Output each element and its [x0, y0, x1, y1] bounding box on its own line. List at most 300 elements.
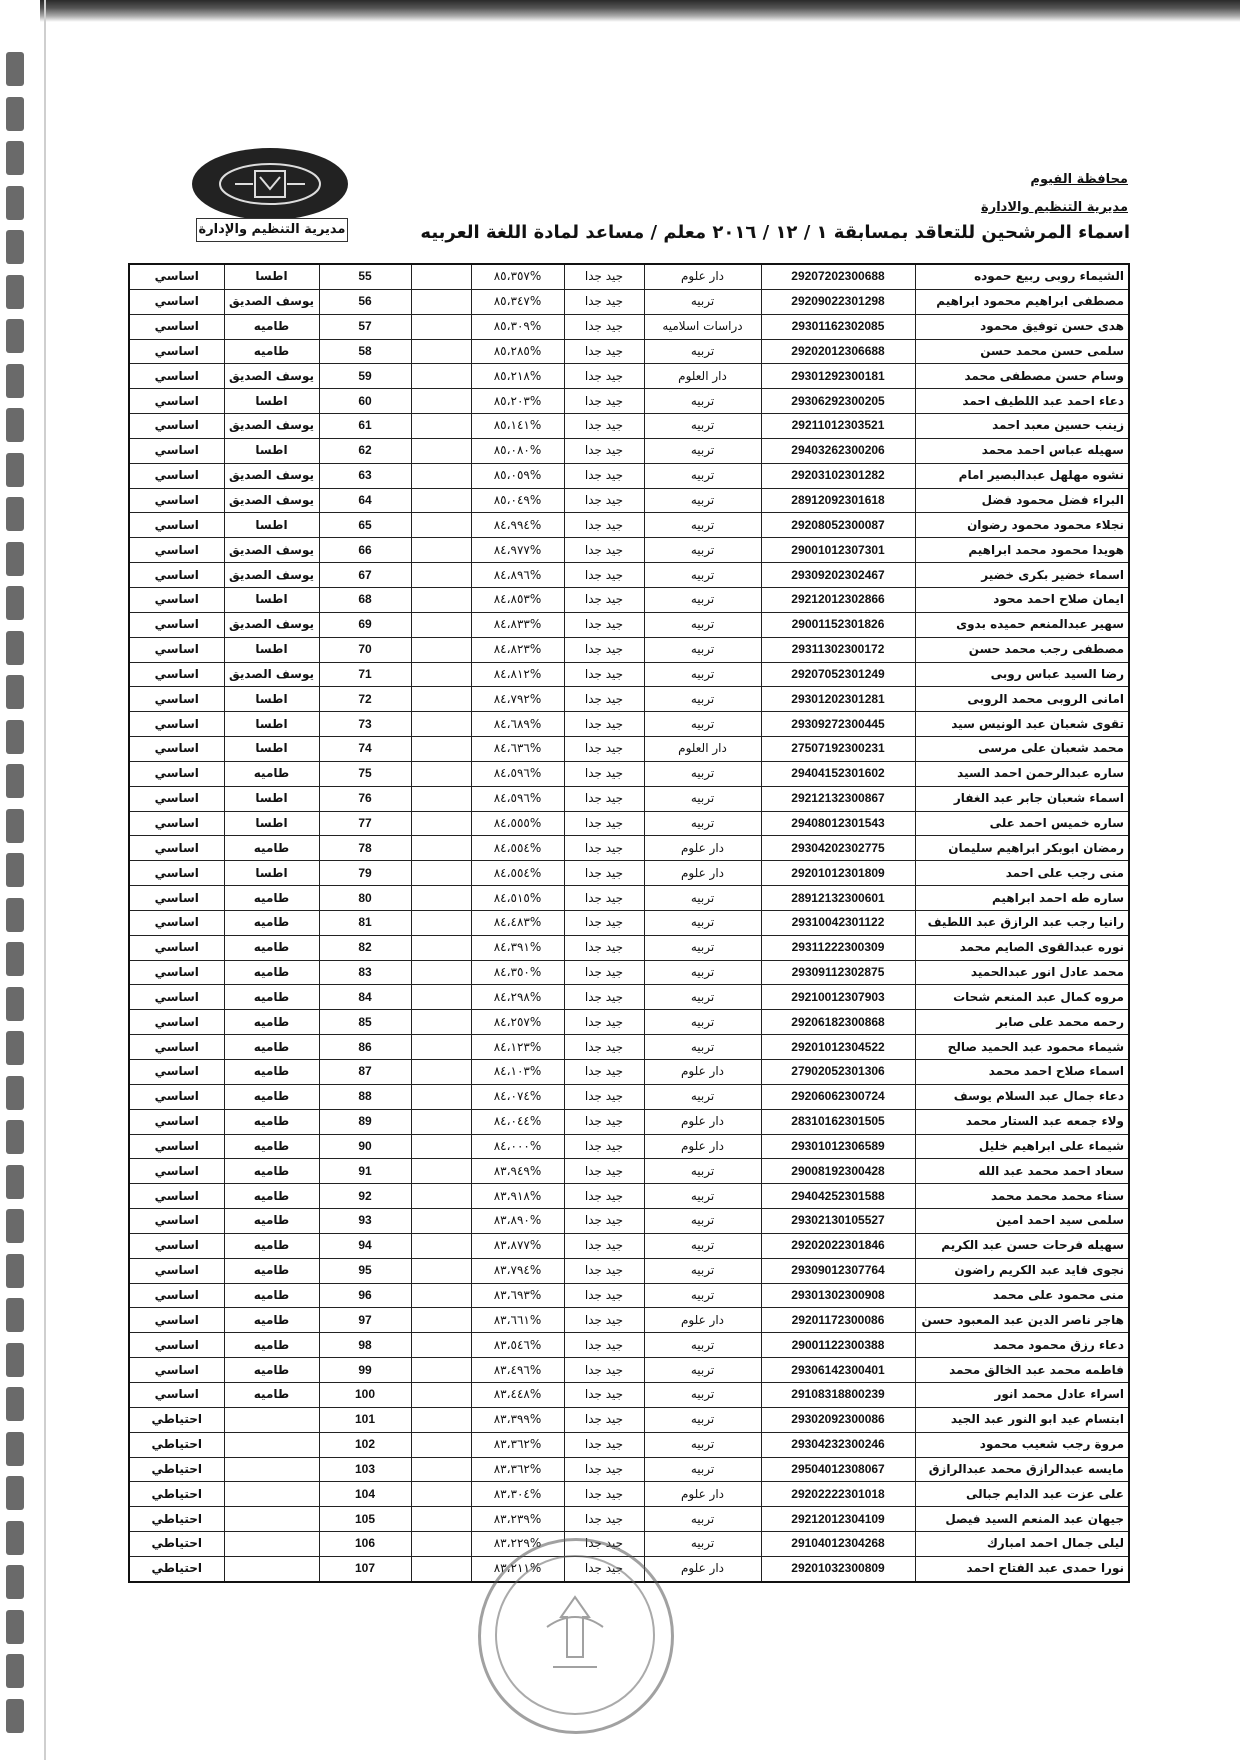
status-cell: اساسي	[129, 612, 224, 637]
district-cell: طاميه	[224, 314, 319, 339]
grade-cell: جيد جدا	[564, 935, 644, 960]
empty-cell-cell	[411, 339, 471, 364]
grade-cell: جيد جدا	[564, 1358, 644, 1383]
table-row	[129, 1084, 1129, 1109]
grade-cell: جيد جدا	[564, 1407, 644, 1432]
rank-number-cell: 100	[319, 1382, 411, 1407]
table-row	[129, 637, 1129, 662]
status-cell: اساسي	[129, 886, 224, 911]
candidate-name-cell: فاطمه محمد عبد الخالق محمد	[915, 1358, 1129, 1383]
percentage-cell: %٨٥،٠٨٠	[471, 438, 564, 463]
district-cell: طاميه	[224, 1010, 319, 1035]
percentage-cell: %٨٤،٥١٥	[471, 886, 564, 911]
district-cell: اطسا	[224, 389, 319, 414]
faculty-cell: دار علوم	[644, 861, 761, 886]
grade-cell: جيد جدا	[564, 1308, 644, 1333]
rank-number-cell: 68	[319, 587, 411, 612]
candidate-name-cell: جيهان عبد المنعم السيد فيصل	[915, 1507, 1129, 1532]
percentage-cell: %٨٥،٣٤٧	[471, 289, 564, 314]
district-cell: طاميه	[224, 1184, 319, 1209]
district-cell: طاميه	[224, 1109, 319, 1134]
binder-hole	[6, 1610, 24, 1644]
binder-hole	[6, 1387, 24, 1421]
empty-cell-cell	[411, 389, 471, 414]
candidate-name-cell: سلمى سيد احمد امين	[915, 1209, 1129, 1234]
status-cell: اساسي	[129, 1209, 224, 1234]
rank-number-cell: 81	[319, 910, 411, 935]
status-cell: اساسي	[129, 1060, 224, 1085]
table-row	[129, 463, 1129, 488]
table-row	[129, 488, 1129, 513]
national-id-cell: 29310042301122	[761, 910, 915, 935]
grade-cell: جيد جدا	[564, 1333, 644, 1358]
status-cell: اساسي	[129, 1308, 224, 1333]
national-id-cell: 29206062300724	[761, 1084, 915, 1109]
empty-cell-cell	[411, 612, 471, 637]
candidate-name-cell: منى محمود على محمد	[915, 1283, 1129, 1308]
binder-hole	[6, 52, 24, 86]
empty-cell-cell	[411, 1084, 471, 1109]
grade-cell: جيد جدا	[564, 1134, 644, 1159]
rank-number-cell: 89	[319, 1109, 411, 1134]
table-row	[129, 414, 1129, 439]
rank-number-cell: 91	[319, 1159, 411, 1184]
binder-hole	[6, 987, 24, 1021]
binder-hole	[6, 1343, 24, 1377]
candidate-name-cell: شيماء على ابراهيم خليل	[915, 1134, 1129, 1159]
rank-number-cell: 82	[319, 935, 411, 960]
status-cell: اساسي	[129, 761, 224, 786]
percentage-cell: %٨٥،٠٥٩	[471, 463, 564, 488]
faculty-cell: دار العلوم	[644, 364, 761, 389]
status-cell: اساسي	[129, 1134, 224, 1159]
status-cell: احتياطي	[129, 1556, 224, 1581]
national-id-cell: 29309202302467	[761, 563, 915, 588]
faculty-cell: دار علوم	[644, 1308, 761, 1333]
status-cell: اساسي	[129, 836, 224, 861]
candidate-name-cell: اسماء صلاح احمد محمد	[915, 1060, 1129, 1085]
empty-cell-cell	[411, 886, 471, 911]
grade-cell: جيد جدا	[564, 1432, 644, 1457]
empty-cell-cell	[411, 836, 471, 861]
national-id-cell: 29309272300445	[761, 712, 915, 737]
empty-cell-cell	[411, 314, 471, 339]
faculty-cell: تربيه	[644, 1184, 761, 1209]
percentage-cell: %٨٣،٤٩٦	[471, 1358, 564, 1383]
empty-cell-cell	[411, 264, 471, 289]
status-cell: اساسي	[129, 1159, 224, 1184]
grade-cell: جيد جدا	[564, 1233, 644, 1258]
status-cell: اساسي	[129, 811, 224, 836]
table-row	[129, 1507, 1129, 1532]
binder-hole	[6, 1521, 24, 1555]
table-row	[129, 264, 1129, 289]
empty-cell-cell	[411, 1233, 471, 1258]
faculty-cell: تربيه	[644, 339, 761, 364]
percentage-cell: %٨٣،٤٤٨	[471, 1382, 564, 1407]
grade-cell: جيد جدا	[564, 761, 644, 786]
status-cell: اساسي	[129, 935, 224, 960]
district-cell: يوسف الصديق	[224, 488, 319, 513]
district-cell: يوسف الصديق	[224, 463, 319, 488]
empty-cell-cell	[411, 985, 471, 1010]
national-id-cell: 29202022301846	[761, 1233, 915, 1258]
grade-cell: جيد جدا	[564, 1010, 644, 1035]
table-row	[129, 1060, 1129, 1085]
grade-cell: جيد جدا	[564, 314, 644, 339]
district-cell: طاميه	[224, 1134, 319, 1159]
directorate-label: مديرية التنظيم والادارة	[981, 200, 1128, 215]
status-cell: اساسي	[129, 389, 224, 414]
faculty-cell: تربيه	[644, 960, 761, 985]
grade-cell: جيد جدا	[564, 861, 644, 886]
percentage-cell: %٨٤،٦٣٦	[471, 737, 564, 762]
grade-cell: جيد جدا	[564, 662, 644, 687]
table-row	[129, 587, 1129, 612]
faculty-cell: تربيه	[644, 886, 761, 911]
candidate-name-cell: البراء فضل محمود فضل	[915, 488, 1129, 513]
faculty-cell: دار علوم	[644, 1556, 761, 1581]
national-id-cell: 29001122300388	[761, 1333, 915, 1358]
table-row	[129, 314, 1129, 339]
table-row	[129, 836, 1129, 861]
percentage-cell: %٨٤،٨٣٣	[471, 612, 564, 637]
table-row	[129, 1209, 1129, 1234]
district-cell: اطسا	[224, 811, 319, 836]
faculty-cell: تربيه	[644, 1507, 761, 1532]
faculty-cell: تربيه	[644, 811, 761, 836]
district-cell: طاميه	[224, 1060, 319, 1085]
district-cell	[224, 1507, 319, 1532]
candidate-name-cell: هدى حسن توفيق محمود	[915, 314, 1129, 339]
national-id-cell: 29202012306688	[761, 339, 915, 364]
rank-number-cell: 60	[319, 389, 411, 414]
national-id-cell: 29304202302775	[761, 836, 915, 861]
district-cell: طاميه	[224, 886, 319, 911]
district-cell: يوسف الصديق	[224, 364, 319, 389]
percentage-cell: %٨٥،٢٠٣	[471, 389, 564, 414]
empty-cell-cell	[411, 587, 471, 612]
empty-cell-cell	[411, 935, 471, 960]
binder-hole	[6, 1476, 24, 1510]
national-id-cell: 29304232300246	[761, 1432, 915, 1457]
empty-cell-cell	[411, 1556, 471, 1581]
table-row	[129, 1333, 1129, 1358]
district-cell: طاميه	[224, 1358, 319, 1383]
status-cell: اساسي	[129, 960, 224, 985]
status-cell: اساسي	[129, 637, 224, 662]
status-cell: اساسي	[129, 910, 224, 935]
faculty-cell: تربيه	[644, 1233, 761, 1258]
national-id-cell: 29201032300809	[761, 1556, 915, 1581]
faculty-cell: دار علوم	[644, 836, 761, 861]
empty-cell-cell	[411, 1432, 471, 1457]
district-cell: طاميه	[224, 1209, 319, 1234]
rank-number-cell: 74	[319, 737, 411, 762]
empty-cell-cell	[411, 687, 471, 712]
district-cell: طاميه	[224, 1233, 319, 1258]
status-cell: اساسي	[129, 414, 224, 439]
district-cell: يوسف الصديق	[224, 612, 319, 637]
grade-cell: جيد جدا	[564, 1109, 644, 1134]
percentage-cell: %٨٤،٥٥٤	[471, 836, 564, 861]
candidate-name-cell: ليلى جمال احمد امبارك	[915, 1532, 1129, 1557]
empty-cell-cell	[411, 1209, 471, 1234]
rank-number-cell: 97	[319, 1308, 411, 1333]
national-id-cell: 29403262300206	[761, 438, 915, 463]
empty-cell-cell	[411, 438, 471, 463]
status-cell: اساسي	[129, 662, 224, 687]
status-cell: اساسي	[129, 687, 224, 712]
candidate-name-cell: رانيا رجب عبد الرازق عبد اللطيف	[915, 910, 1129, 935]
empty-cell-cell	[411, 563, 471, 588]
candidate-name-cell: سهيله عباس احمد محمد	[915, 438, 1129, 463]
grade-cell: جيد جدا	[564, 1258, 644, 1283]
national-id-cell: 29212012302866	[761, 587, 915, 612]
grade-cell: جيد جدا	[564, 587, 644, 612]
faculty-cell: تربيه	[644, 1432, 761, 1457]
status-cell: اساسي	[129, 1035, 224, 1060]
status-cell: اساسي	[129, 314, 224, 339]
logo-emblem	[192, 148, 348, 220]
candidate-name-cell: اسماء شعبان جابر عبد الغفار	[915, 786, 1129, 811]
status-cell: اساسي	[129, 538, 224, 563]
empty-cell-cell	[411, 1060, 471, 1085]
district-cell: طاميه	[224, 1035, 319, 1060]
rank-number-cell: 95	[319, 1258, 411, 1283]
status-cell: اساسي	[129, 1258, 224, 1283]
status-cell: اساسي	[129, 1283, 224, 1308]
rank-number-cell: 86	[319, 1035, 411, 1060]
grade-cell: جيد جدا	[564, 1159, 644, 1184]
binder-hole	[6, 586, 24, 620]
candidate-name-cell: سلمى حسن محمد حسن	[915, 339, 1129, 364]
percentage-cell: %٨٣،٣٦٢	[471, 1457, 564, 1482]
binder-hole	[6, 1298, 24, 1332]
status-cell: اساسي	[129, 438, 224, 463]
district-cell: طاميه	[224, 1084, 319, 1109]
candidate-name-cell: سهيله فرحات حسن عبد الكريم	[915, 1233, 1129, 1258]
district-cell	[224, 1556, 319, 1581]
table-row	[129, 1258, 1129, 1283]
grade-cell: جيد جدا	[564, 1556, 644, 1581]
faculty-cell: تربيه	[644, 1457, 761, 1482]
percentage-cell: %٨٤،٠٧٤	[471, 1084, 564, 1109]
faculty-cell: تربيه	[644, 612, 761, 637]
candidate-name-cell: ايمان صلاح احمد محود	[915, 587, 1129, 612]
table-row	[129, 712, 1129, 737]
percentage-cell: %٨٤،٥٥٥	[471, 811, 564, 836]
percentage-cell: %٨٤،٨٥٣	[471, 587, 564, 612]
binder-hole	[6, 542, 24, 576]
district-cell: طاميه	[224, 1308, 319, 1333]
status-cell: اساسي	[129, 786, 224, 811]
percentage-cell: %٨٣،٢٢٩	[471, 1532, 564, 1557]
grade-cell: جيد جدا	[564, 737, 644, 762]
candidate-name-cell: مروه كمال عبد المنعم شحات	[915, 985, 1129, 1010]
national-id-cell: 29201012301809	[761, 861, 915, 886]
status-cell: اساسي	[129, 1109, 224, 1134]
table-row	[129, 389, 1129, 414]
national-id-cell: 29311302300172	[761, 637, 915, 662]
rank-number-cell: 59	[319, 364, 411, 389]
binder-hole	[6, 453, 24, 487]
empty-cell-cell	[411, 414, 471, 439]
rank-number-cell: 55	[319, 264, 411, 289]
rank-number-cell: 106	[319, 1532, 411, 1557]
faculty-cell: تربيه	[644, 1084, 761, 1109]
candidate-name-cell: نوره عبدالقوى الصايم محمد	[915, 935, 1129, 960]
district-cell: طاميه	[224, 910, 319, 935]
district-cell: طاميه	[224, 1159, 319, 1184]
national-id-cell: 29201172300086	[761, 1308, 915, 1333]
empty-cell-cell	[411, 513, 471, 538]
faculty-cell: تربيه	[644, 587, 761, 612]
table-row	[129, 1184, 1129, 1209]
status-cell: اساسي	[129, 1358, 224, 1383]
rank-number-cell: 61	[319, 414, 411, 439]
status-cell: اساسي	[129, 712, 224, 737]
percentage-cell: %٨٣،٧٩٤	[471, 1258, 564, 1283]
percentage-cell: %٨٣،٦٩٣	[471, 1283, 564, 1308]
district-cell: طاميه	[224, 339, 319, 364]
status-cell: اساسي	[129, 1233, 224, 1258]
percentage-cell: %٨٥،٣٥٧	[471, 264, 564, 289]
faculty-cell: تربيه	[644, 935, 761, 960]
status-cell: اساسي	[129, 1184, 224, 1209]
percentage-cell: %٨٣،٣٠٤	[471, 1482, 564, 1507]
status-cell: اساسي	[129, 587, 224, 612]
national-id-cell: 29311222300309	[761, 935, 915, 960]
national-id-cell: 29108318800239	[761, 1382, 915, 1407]
binder-hole	[6, 408, 24, 442]
empty-cell-cell	[411, 289, 471, 314]
rank-number-cell: 62	[319, 438, 411, 463]
district-cell: طاميه	[224, 761, 319, 786]
grade-cell: جيد جدا	[564, 488, 644, 513]
candidate-name-cell: تقوى شعبان عبد الونيس سيد	[915, 712, 1129, 737]
status-cell: اساسي	[129, 364, 224, 389]
national-id-cell: 29309012307764	[761, 1258, 915, 1283]
national-id-cell: 29202222301018	[761, 1482, 915, 1507]
table-row	[129, 1134, 1129, 1159]
grade-cell: جيد جدا	[564, 1382, 644, 1407]
district-cell: طاميه	[224, 1258, 319, 1283]
district-cell	[224, 1407, 319, 1432]
table-row	[129, 438, 1129, 463]
binder-hole	[6, 1209, 24, 1243]
national-id-cell: 29404252301588	[761, 1184, 915, 1209]
table-row	[129, 1358, 1129, 1383]
empty-cell-cell	[411, 712, 471, 737]
status-cell: اساسي	[129, 339, 224, 364]
percentage-cell: %٨٤،٢٩٨	[471, 985, 564, 1010]
grade-cell: جيد جدا	[564, 836, 644, 861]
empty-cell-cell	[411, 637, 471, 662]
faculty-cell: تربيه	[644, 1382, 761, 1407]
percentage-cell: %٨٣،٩١٨	[471, 1184, 564, 1209]
grade-cell: جيد جدا	[564, 811, 644, 836]
binder-hole	[6, 319, 24, 353]
empty-cell-cell	[411, 786, 471, 811]
percentage-cell: %٨٤،٣٩١	[471, 935, 564, 960]
district-cell: طاميه	[224, 836, 319, 861]
rank-number-cell: 64	[319, 488, 411, 513]
candidate-name-cell: ساره خميس احمد على	[915, 811, 1129, 836]
binder-hole	[6, 1654, 24, 1688]
table-row	[129, 612, 1129, 637]
status-cell: اساسي	[129, 1333, 224, 1358]
national-id-cell: 28912132300601	[761, 886, 915, 911]
district-cell: يوسف الصديق	[224, 538, 319, 563]
national-id-cell: 29207052301249	[761, 662, 915, 687]
empty-cell-cell	[411, 1109, 471, 1134]
district-cell: اطسا	[224, 438, 319, 463]
empty-cell-cell	[411, 1010, 471, 1035]
rank-number-cell: 99	[319, 1358, 411, 1383]
percentage-cell: %٨٤،١٢٣	[471, 1035, 564, 1060]
rank-number-cell: 75	[319, 761, 411, 786]
percentage-cell: %٨٥،٢٨٥	[471, 339, 564, 364]
grade-cell: جيد جدا	[564, 1482, 644, 1507]
district-cell	[224, 1457, 319, 1482]
empty-cell-cell	[411, 1283, 471, 1308]
rank-number-cell: 73	[319, 712, 411, 737]
binder-hole	[6, 675, 24, 709]
binder-hole	[6, 1076, 24, 1110]
table-row	[129, 786, 1129, 811]
district-cell: اطسا	[224, 861, 319, 886]
national-id-cell: 29301202301281	[761, 687, 915, 712]
empty-cell-cell	[411, 463, 471, 488]
candidate-name-cell: على عزت عبد الدايم جبالى	[915, 1482, 1129, 1507]
candidate-name-cell: مروة رجب شعيب محمود	[915, 1432, 1129, 1457]
candidate-name-cell: دعاء رزق محمود محمد	[915, 1333, 1129, 1358]
percentage-cell: %٨٤،٩٧٧	[471, 538, 564, 563]
percentage-cell: %٨٤،٩٩٤	[471, 513, 564, 538]
rank-number-cell: 87	[319, 1060, 411, 1085]
binder-hole	[6, 497, 24, 531]
candidate-name-cell: هويدا محمود محمد ابراهيم	[915, 538, 1129, 563]
percentage-cell: %٨٣،٨٩٠	[471, 1209, 564, 1234]
district-cell: اطسا	[224, 737, 319, 762]
status-cell: احتياطي	[129, 1507, 224, 1532]
status-cell: احتياطي	[129, 1532, 224, 1557]
table-row	[129, 960, 1129, 985]
district-cell: اطسا	[224, 687, 319, 712]
binder-hole	[6, 186, 24, 220]
faculty-cell: تربيه	[644, 637, 761, 662]
faculty-cell: تربيه	[644, 786, 761, 811]
rank-number-cell: 90	[319, 1134, 411, 1159]
percentage-cell: %٨٥،١٤١	[471, 414, 564, 439]
percentage-cell: %٨٥،٢١٨	[471, 364, 564, 389]
table-row	[129, 364, 1129, 389]
national-id-cell: 29206182300868	[761, 1010, 915, 1035]
empty-cell-cell	[411, 1308, 471, 1333]
status-cell: اساسي	[129, 985, 224, 1010]
candidate-name-cell: محمد عادل انور عبدالحميد	[915, 960, 1129, 985]
candidate-name-cell: سعاد احمد محمد عبد الله	[915, 1159, 1129, 1184]
district-cell: طاميه	[224, 935, 319, 960]
percentage-cell: %٨٥،٠٤٩	[471, 488, 564, 513]
faculty-cell: تربيه	[644, 910, 761, 935]
rank-number-cell: 101	[319, 1407, 411, 1432]
binder-hole	[6, 364, 24, 398]
district-cell: طاميه	[224, 1283, 319, 1308]
grade-cell: جيد جدا	[564, 1457, 644, 1482]
national-id-cell: 29210012307903	[761, 985, 915, 1010]
